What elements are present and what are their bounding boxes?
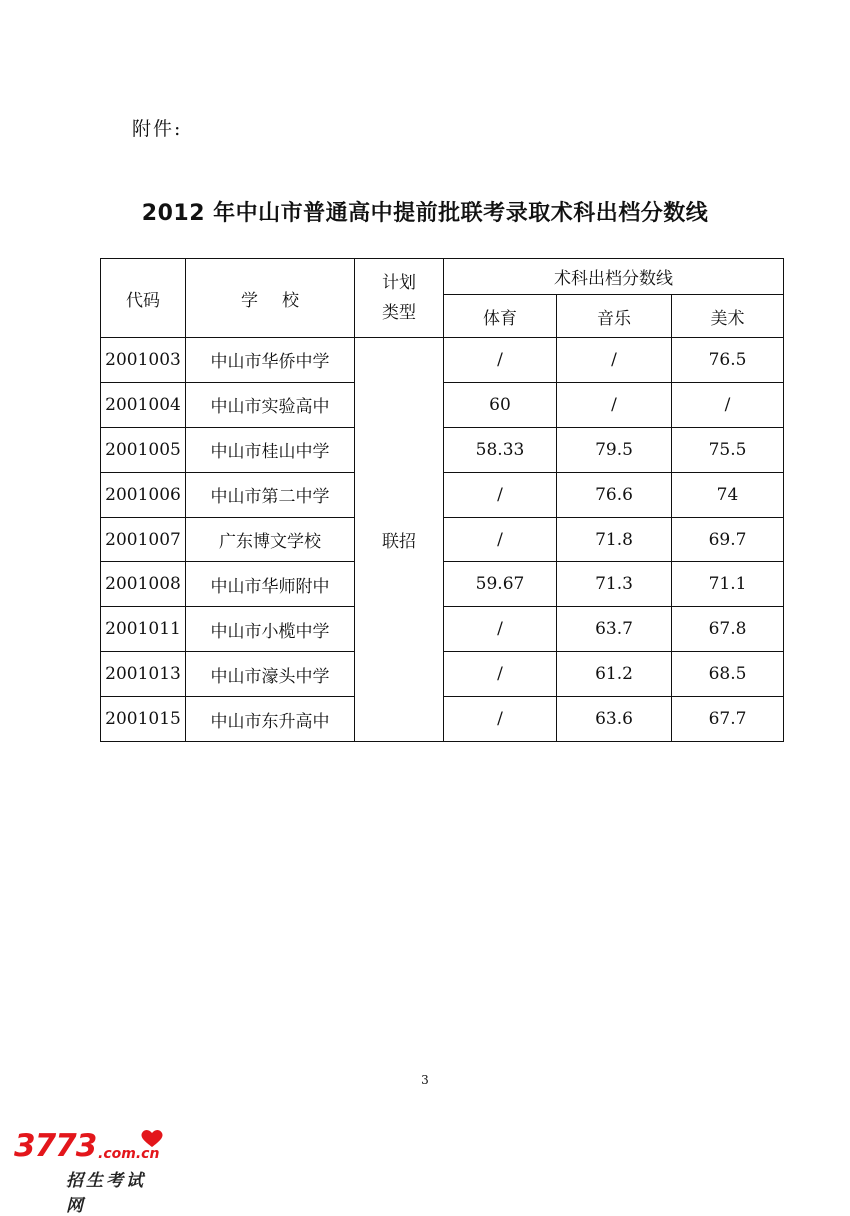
sports-cell: / <box>444 652 557 697</box>
art-cell: 74 <box>672 472 784 517</box>
school-cell: 中山市华师附中 <box>186 562 355 607</box>
sports-cell: 58.33 <box>444 427 557 472</box>
music-cell: 61.2 <box>557 652 672 697</box>
music-cell: 79.5 <box>557 427 672 472</box>
art-cell: / <box>672 382 784 427</box>
school-cell: 中山市实验高中 <box>186 382 355 427</box>
score-table <box>100 258 784 742</box>
code-cell: 2001008 <box>101 562 186 607</box>
school-cell: 中山市桂山中学 <box>186 427 355 472</box>
heart-icon <box>140 1128 164 1148</box>
header-plan-type-line2: 类型 <box>382 303 416 323</box>
sports-cell: / <box>444 517 557 562</box>
music-cell: 63.6 <box>557 697 672 742</box>
header-school: 学校 <box>186 259 355 338</box>
sports-cell: / <box>444 472 557 517</box>
art-cell: 68.5 <box>672 652 784 697</box>
code-cell: 2001013 <box>101 652 186 697</box>
art-cell: 67.8 <box>672 607 784 652</box>
school-cell: 中山市华侨中学 <box>186 338 355 383</box>
school-cell: 中山市第二中学 <box>186 472 355 517</box>
sports-cell: / <box>444 607 557 652</box>
header-plan-type <box>355 259 444 338</box>
watermark-domain-text: .com.cn <box>98 1146 160 1162</box>
school-cell: 中山市东升高中 <box>186 697 355 742</box>
watermark-subtitle: 招生考试网 <box>66 1171 146 1216</box>
school-cell: 中山市小榄中学 <box>186 607 355 652</box>
music-cell: 63.7 <box>557 607 672 652</box>
code-cell: 2001011 <box>101 607 186 652</box>
art-cell: 71.1 <box>672 562 784 607</box>
header-art: 美术 <box>672 295 784 338</box>
code-cell: 2001015 <box>101 697 186 742</box>
header-scores-group: 术科出档分数线 <box>444 259 784 295</box>
code-cell: 2001006 <box>101 472 186 517</box>
school-cell: 广东博文学校 <box>186 517 355 562</box>
music-cell: / <box>557 382 672 427</box>
page-number: 3 <box>421 1073 429 1087</box>
sports-cell: 60 <box>444 382 557 427</box>
sports-cell: 59.67 <box>444 562 557 607</box>
plan-type-cell: 联招 <box>355 338 444 742</box>
art-cell: 76.5 <box>672 338 784 383</box>
document-title: 2012 年中山市普通高中提前批联考录取术科出档分数线 <box>141 201 709 226</box>
sports-cell: / <box>444 697 557 742</box>
code-cell: 2001005 <box>101 427 186 472</box>
code-cell: 2001004 <box>101 382 186 427</box>
header-plan-type-line1: 计划 <box>382 273 416 293</box>
header-sports: 体育 <box>444 295 557 338</box>
art-cell: 67.7 <box>672 697 784 742</box>
art-cell: 75.5 <box>672 427 784 472</box>
art-cell: 69.7 <box>672 517 784 562</box>
header-code: 代码 <box>101 259 186 338</box>
table-row <box>101 338 784 383</box>
code-cell: 2001003 <box>101 338 186 383</box>
music-cell: 76.6 <box>557 472 672 517</box>
music-cell: 71.3 <box>557 562 672 607</box>
header-music: 音乐 <box>557 295 672 338</box>
code-cell: 2001007 <box>101 517 186 562</box>
music-cell: / <box>557 338 672 383</box>
watermark-main-text: 3773 <box>14 1128 97 1164</box>
music-cell: 71.8 <box>557 517 672 562</box>
attachment-label: 附件: <box>132 118 183 140</box>
sports-cell: / <box>444 338 557 383</box>
site-watermark-logo <box>14 1128 164 1216</box>
school-cell: 中山市濠头中学 <box>186 652 355 697</box>
